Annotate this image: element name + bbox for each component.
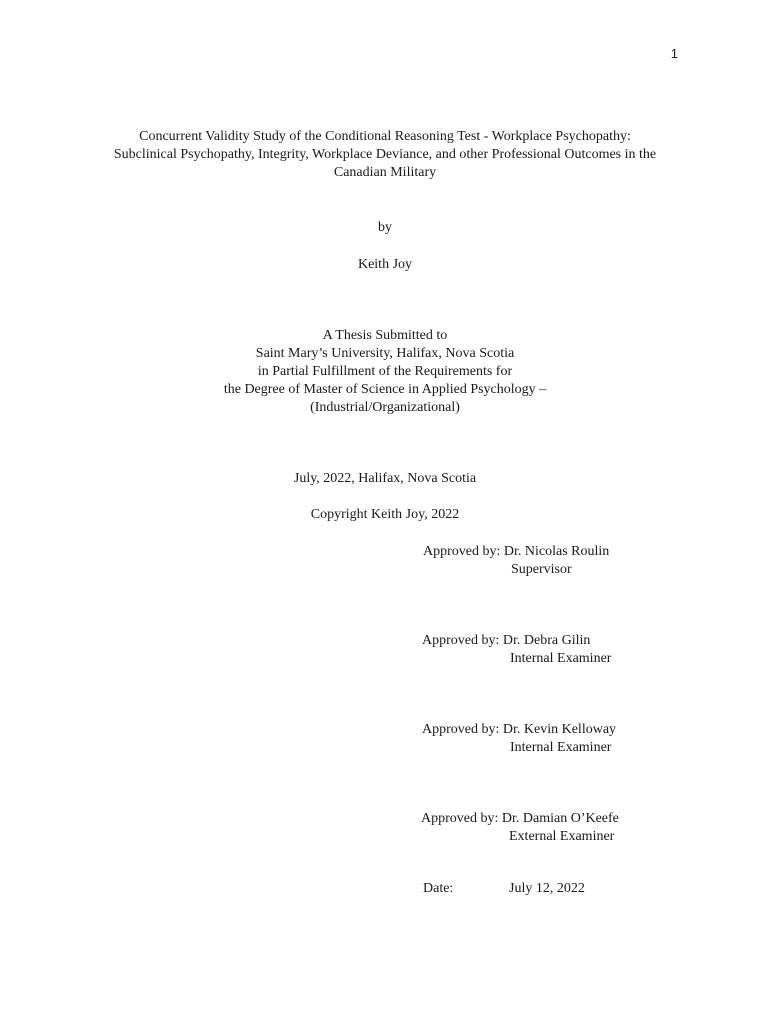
title-line: Canadian Military xyxy=(333,165,437,180)
thesis-line: A Thesis Submitted to xyxy=(322,328,448,343)
approver-role: Supervisor xyxy=(511,562,572,577)
thesis-line: (Industrial/Organizational) xyxy=(310,400,460,415)
approval-supervisor xyxy=(423,543,609,579)
date-place: July, 2022, Halifax, Nova Scotia xyxy=(293,471,477,486)
thesis-statement xyxy=(0,327,770,417)
title-line: Subclinical Psychopathy, Integrity, Workplace Deviance, and other Professional Outcomes in the xyxy=(113,147,657,162)
approval-external-examiner xyxy=(421,810,619,846)
approver-role: External Examiner xyxy=(509,829,615,844)
by-label: by xyxy=(378,220,392,235)
approver-name: Dr. Debra Gilin xyxy=(502,633,591,648)
copyright: Copyright Keith Joy, 2022 xyxy=(310,507,460,522)
signature-date xyxy=(423,881,585,897)
approval-internal-examiner-2 xyxy=(422,721,616,757)
approver-name: Dr. Kevin Kelloway xyxy=(502,722,617,737)
approver-name: Dr. Damian O’Keefe xyxy=(501,811,619,826)
thesis-line: in Partial Fulfillment of the Requirements for xyxy=(257,364,513,379)
approver-name: Dr. Nicolas Roulin xyxy=(503,544,610,559)
author-name: Keith Joy xyxy=(357,257,413,272)
title-line: Concurrent Validity Study of the Conditional Reasoning Test - Workplace Psychopathy: xyxy=(139,129,631,144)
approval-label: Approved by: xyxy=(421,811,499,826)
approver-role: Internal Examiner xyxy=(510,651,612,666)
date-value: July 12, 2022 xyxy=(509,881,585,896)
thesis-title xyxy=(0,128,770,182)
approval-label: Approved by: xyxy=(422,633,500,648)
page-number: 1 xyxy=(670,46,678,61)
approval-label: Approved by: xyxy=(422,722,500,737)
date-label: Date: xyxy=(423,881,454,896)
approval-internal-examiner-1 xyxy=(422,632,611,668)
approver-role: Internal Examiner xyxy=(510,740,612,755)
thesis-line: Saint Mary’s University, Halifax, Nova Scotia xyxy=(255,346,515,361)
thesis-line: the Degree of Master of Science in Applied Psychology – xyxy=(223,382,547,397)
approval-label: Approved by: xyxy=(423,544,501,559)
